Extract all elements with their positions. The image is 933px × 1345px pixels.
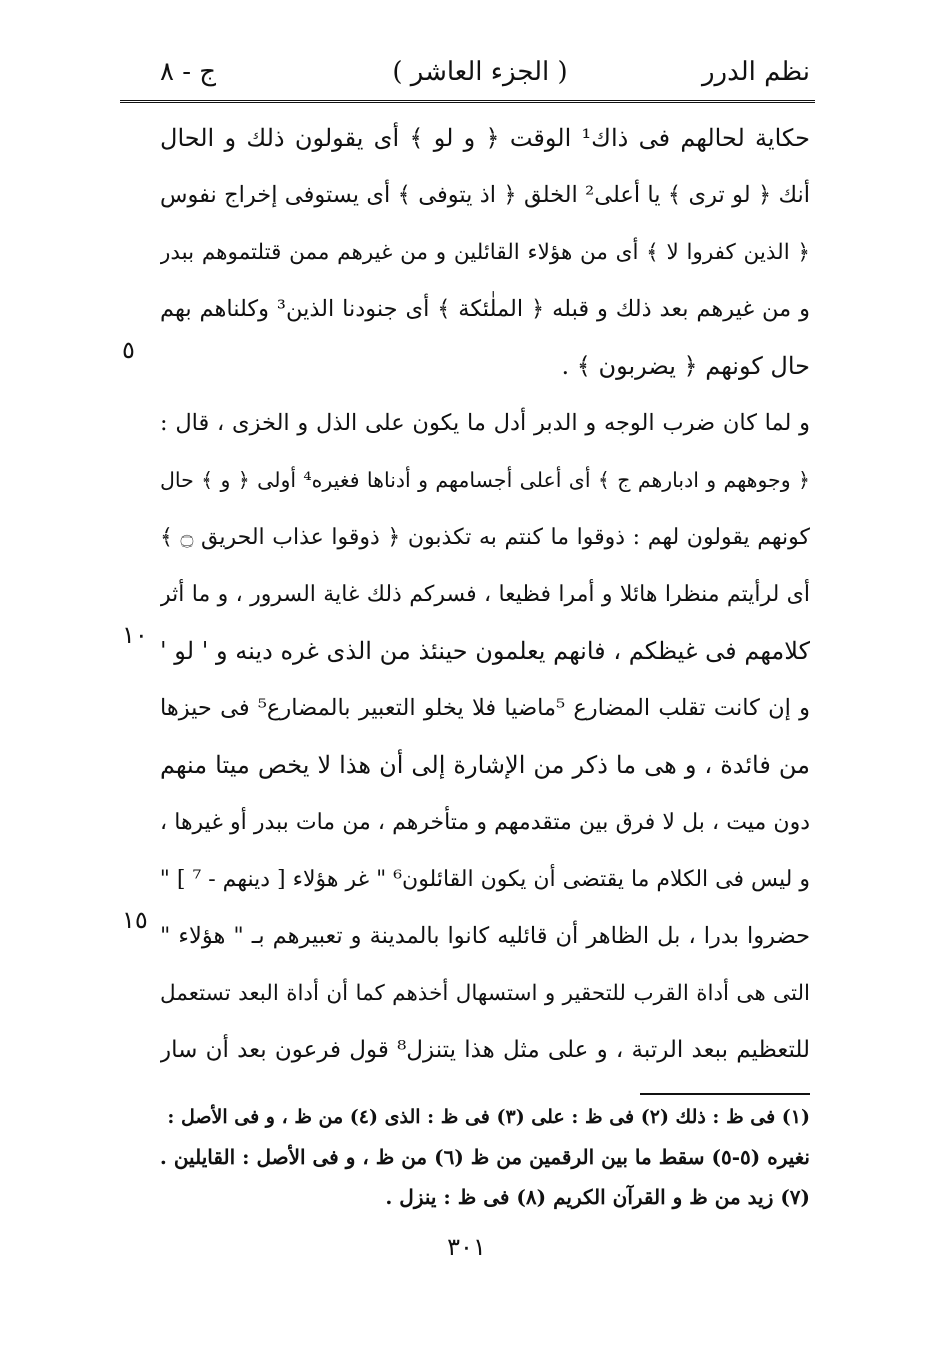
- text-line: و إن كانت تقلب المضارع ⁵ماضيا فلا يخلو التعبير بالمضارع⁵ فى حيزها: [160, 695, 810, 721]
- text-line: و من غيرهم بعد ذلك و قبله ﴿ الملٰئكة ﴾ أى جنودنا الذين³ وكلناهم بهم: [160, 296, 810, 322]
- line-number-5: ٥: [122, 336, 135, 364]
- footnote-divider: [640, 1093, 810, 1095]
- text-line: و لما كان ضرب الوجه و الدبر أدل ما يكون على الذل و الخزى ، قال :: [160, 410, 810, 436]
- volume-label: ج - ٨: [160, 57, 217, 87]
- line-number-15: ١٥: [122, 906, 148, 934]
- text-line: حضروا بدرا ، بل الظاهر أن قائليه كانوا بالمدينة و تعبيرهم بـ " هؤلاء ": [160, 923, 810, 949]
- book-title: نظم الدرر: [701, 57, 810, 87]
- running-header: [150, 52, 810, 96]
- footnote-line: (٧) زيد من ظ و القرآن الكريم (٨) فى ظ : ينزل .: [385, 1185, 810, 1209]
- header-divider: [120, 100, 815, 103]
- text-line: كونهم يقولون لهم : ذوقوا ما كنتم به تكذبون ﴿ ذوقوا عذاب الحريق ۝ ﴾: [160, 525, 810, 550]
- text-line: دون ميت ، بل لا فرق بين متقدمهم و متأخرهم ، من مات ببدر أو غيرها ،: [160, 810, 810, 835]
- text-line: ﴿ وجوههم و ادبارهم ج ﴾ أى أعلى أجسامهم و أدناها فغيره⁴ أولى ﴿ و ﴾ حال: [160, 468, 810, 492]
- text-line: أنك ﴿ لو ترى ﴾ يا أعلى² الخلق ﴿ اذ يتوفى ﴾ أى يستوفى إخراج نفوس: [160, 182, 810, 208]
- text-line: للتعظيم ببعد الرتبة ، و على مثل هذا يتنزل⁸ قول فرعون بعد أن سار: [160, 1037, 810, 1063]
- text-line: كلامهم فى غيظكم ، فانهم يعلمون حينئذ من الذى غره دينه و ' لو ': [160, 637, 810, 665]
- page-number: ٣٠١: [447, 1233, 486, 1261]
- line-number-10: ١٠: [122, 621, 148, 649]
- text-line: التى هى أداة القرب للتحقير و استسهال أخذهم كما أن أداة البعد تستعمل: [160, 981, 810, 1006]
- footnote-line: (١) فى ظ : ذلك (٢) فى ظ : على (٣) فى ظ : الذى (٤) من ظ ، و فى الأصل :: [167, 1106, 810, 1128]
- text-line: حال كونهم ﴿ يضربون ﴾ .: [561, 352, 810, 380]
- body-text: [160, 110, 810, 1079]
- section-title: ( الجزء العاشر ): [392, 57, 568, 87]
- text-line: أى لرأيتم منظرا هائلا و أمرا فظيعا ، فسركم ذلك غاية السرور ، و ما أثر: [160, 582, 810, 607]
- text-line: من فائدة ، و هى ما ذكر من الإشارة إلى أن هذا لا يخص ميتا منهم: [160, 751, 810, 779]
- footnote-line: نغيره (٥-٥) سقط ما بين الرقمين من ظ (٦) من ظ ، و فى الأصل : القايلين .: [160, 1145, 810, 1169]
- text-line: ﴿ الذين كفروا لا ﴾ أى من هؤلاء القائلين و من غيرهم ممن قتلتموهم ببدر: [160, 240, 810, 265]
- text-line: حكاية لحالهم فى ذاك¹ الوقت ﴿ و لو ﴾ أى يقولون ذلك و الحال: [160, 124, 810, 152]
- text-line: و ليس فى الكلام ما يقتضى أن يكون القائلون⁶ " غر هؤلاء [ دينهم - ⁷ ] ": [160, 867, 810, 892]
- footnotes: [160, 1097, 810, 1217]
